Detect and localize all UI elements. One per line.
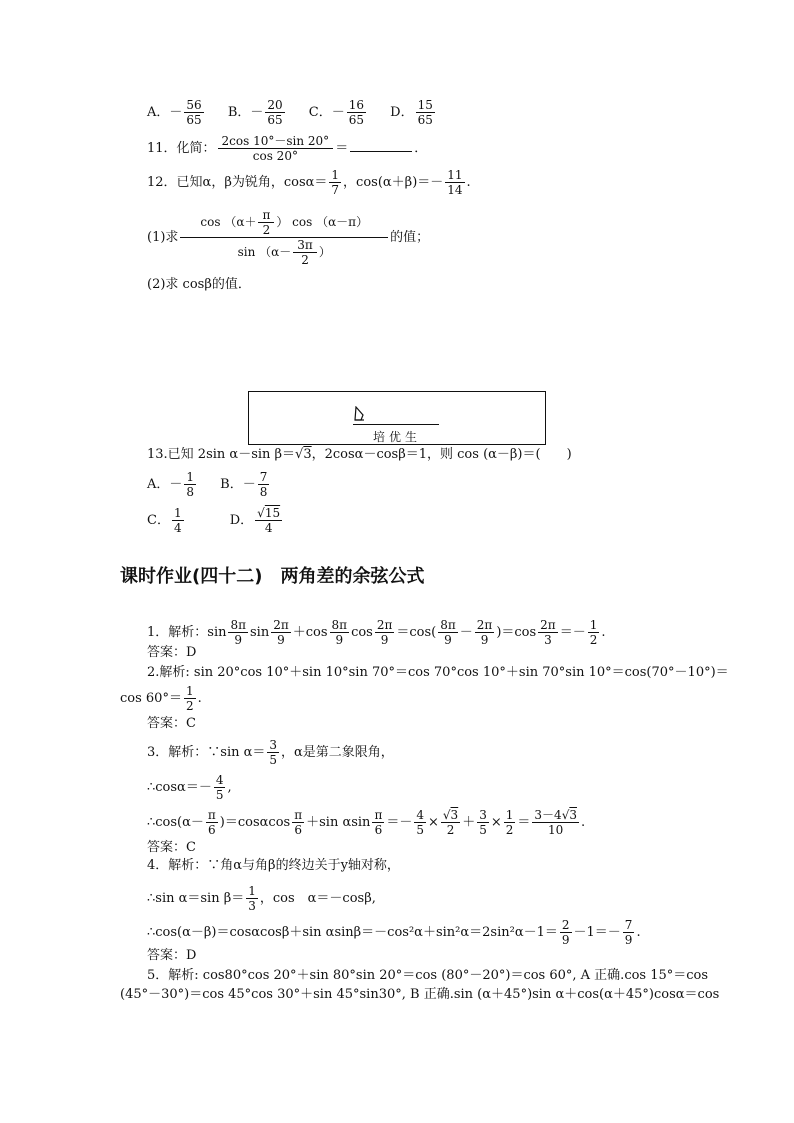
solution-5-line2: (45°－30°)＝cos 45°cos 30°＋sin 45°sin30°, B 正确.sin (α＋45°)sin α＋cos(α＋45°)cosα＝cos (120, 987, 720, 1002)
solution-4-line3: ∴cos(α－β)＝cosαcosβ＋sin αsinβ＝－cos²α＋sin²α＝2sin²α－1＝ $\frac{2}{9}$ －1＝－ $\frac{7}{9}$ . (147, 918, 641, 947)
answer-blank (350, 141, 412, 152)
question-12-part1: (1)求 cos （α＋ $\frac{\pi}{2}$ ） cos （α－π） sin （α－ $\frac{3\pi}{2}$ ） 的值； (147, 208, 430, 267)
solution-3-line2: ∴cosα＝－ $\frac{4}{5}$ , (147, 773, 232, 802)
answer-2: 答案：C (147, 716, 196, 731)
question-12-part2: (2)求 cosβ的值． (147, 277, 251, 292)
solution-2-line1: 2.解析: sin 20°cos 10°＋sin 10°sin 70°＝cos 70°cos 10°＋sin 70°sin 10°＝cos(70°－10°)＝ (147, 665, 729, 680)
solution-2-line2: cos 60°＝ $\frac{1}{2}$ . (120, 684, 202, 713)
solution-1: 1．解析：sin $\frac{8\pi}{9}$ sin $\frac{2\pi}{9}$ ＋cos $\frac{8\pi}{9}$ cos $\frac{2\pi}{9}$ ＝cos( $\frac{8\pi}{9}$ － $\frac{2\pi}{9}$ )＝cos $\frac{2\pi}{3}$ ＝－ $\frac{1}{2}$ . (147, 618, 606, 647)
solution-3-line1: 3．解析：∵sin α＝ $\frac{3}{5}$ ，α是第二象限角， (147, 738, 394, 767)
answer-1: 答案：D (147, 645, 197, 660)
solution-5-line1: 5．解析: cos80°cos 20°＋sin 80°sin 20°＝cos (80°－20°)＝cos 60°, A 正确.cos 15°＝cos (147, 968, 709, 983)
answer-3: 答案：C (147, 840, 196, 855)
pen-icon (354, 406, 366, 426)
question-12: 12．已知α，β为锐角，cosα＝ $\frac{1}{7}$ ，cos(α＋β)＝－ $\frac{11}{14}$ . (147, 168, 471, 197)
banner-label: 培优生 (372, 430, 421, 444)
q13-options-ab: A．－ $\frac{1}{8}$ B．－ $\frac{7}{8}$ (147, 470, 268, 499)
solution-4-line2: ∴sin α＝sin β＝ $\frac{1}{3}$ ，cos α＝－cosβ, (147, 884, 376, 913)
q13-options-cd: C． $\frac{1}{4}$ D． $\frac{√15}{4}$ (147, 506, 281, 535)
solution-3-line3: ∴cos(α－ $\frac{\pi}{6}$ )＝cosαcos $\frac{\pi}{6}$ ＋sin αsin $\frac{\pi}{6}$ ＝－ $\frac{4}{5}$ × $\frac{√3}{2}$ ＋ $\frac{3}{5}$ × $\frac{1}{2}$ ＝ $\frac{3-4√3}{10}$ . (147, 808, 586, 837)
answer-4: 答案：D (147, 948, 197, 963)
section-banner (248, 391, 546, 445)
question-13: 13.已知 2sin α－sin β＝√3，2cosα－cosβ＝1，则 cos (α－β)＝( ) (147, 447, 572, 462)
section-heading: 课时作业(四十二) 两角差的余弦公式 (120, 566, 425, 587)
solution-4-line1: 4．解析：∵角α与角β的终边关于y轴对称， (147, 858, 400, 873)
question-11: 11．化简： $\frac{2\cos 10^\circ-\sin 20^\circ}{\cos 20^\circ}$ ＝ ． (147, 134, 428, 163)
q10-options: A．－ $\frac{56}{65}$ B．－ $\frac{20}{65}$ C．－ $\frac{16}{65}$ D． $\frac{15}{65}$ (147, 98, 433, 127)
